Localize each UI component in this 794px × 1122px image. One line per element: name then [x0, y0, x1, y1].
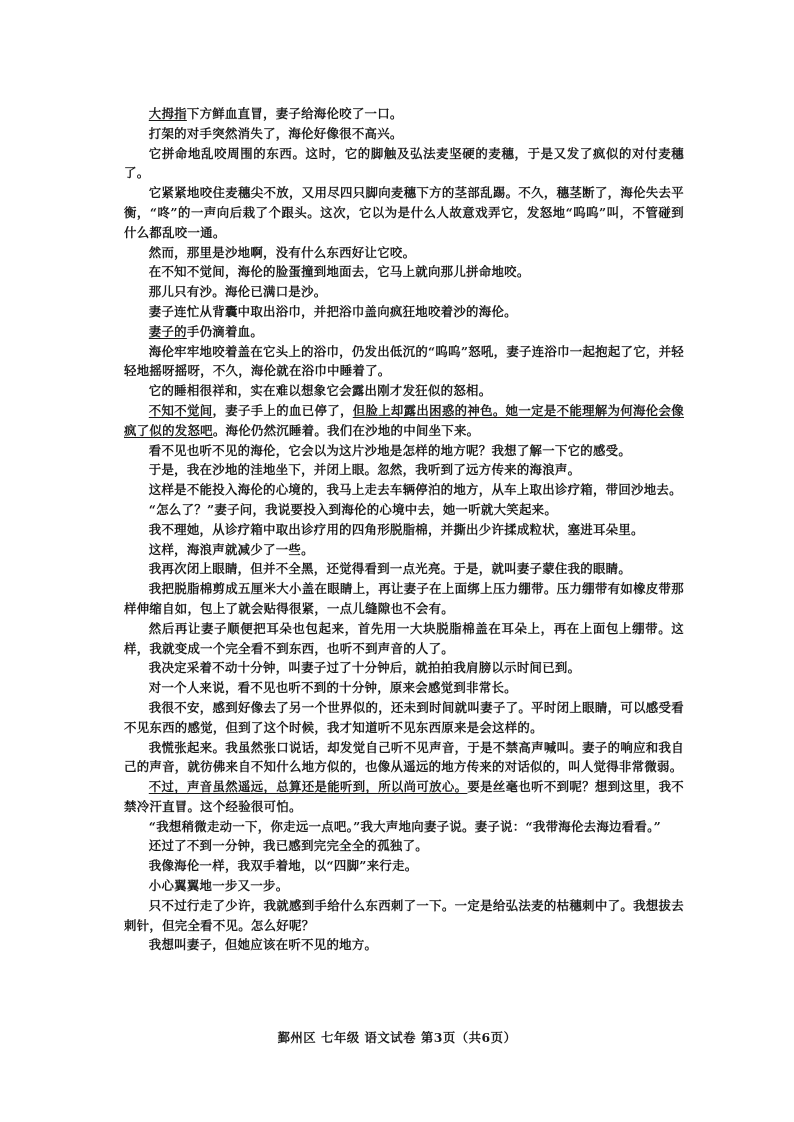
- paragraph: [124, 124, 684, 144]
- text-segment: 下方鲜血直冒，妻子给海伦咬了一口。: [186, 106, 403, 121]
- paragraph: [124, 856, 684, 876]
- text-segment: 海伦牢牢地咬着盖在它头上的浴巾，仍发出低沉的“呜呜”怒吼，妻子连浴巾一起抱起了它，并轻轻地摇呀摇呀，不久，海伦就在浴巾中睡着了。: [124, 343, 684, 379]
- text-segment: 。海伦仍然沉睡着。我们在沙地的中间坐下来。: [212, 422, 480, 438]
- text-segment: 还过了不到一分钟，我已感到完完全全的孤独了。: [148, 838, 428, 854]
- text-segment: 我把脱脂棉剪成五厘米大小盖在眼睛上，再让妻子在上面绑上压力绷带。压力绷带有如橡皮带那样伸缩自如，包上了就会贴得很紧，一点儿缝隙也不会有。: [124, 581, 684, 616]
- paragraph: [124, 698, 684, 738]
- paragraph: [124, 302, 684, 322]
- text-segment: ，妻子手上的血已停了，: [212, 402, 353, 418]
- paragraph: [124, 579, 684, 619]
- underlined-text: 但脸上却露出困惑的神色。她一定是不能理解为何海伦会像疯了似的发怒吧: [124, 402, 684, 438]
- paragraph: [124, 381, 684, 401]
- underlined-text: 大拇指: [148, 106, 187, 121]
- text-segment: 我再次闭上眼睛，但并不全黑，还觉得看到一点光亮。于是，就叫妻子蒙住我的眼睛。: [148, 561, 632, 577]
- text-segment: 然而，那里是沙地啊，没有什么东西好让它咬。: [148, 244, 416, 260]
- paragraph: [124, 935, 684, 955]
- text-segment: 在不知不觉间，海伦的脸蛋撞到地面去，它马上就向那儿拼命地咬。: [148, 264, 530, 280]
- page-footer: 鄞州区 七年级 语文试卷 第3页（共6页）: [277, 1030, 517, 1045]
- text-segment: 我不理她，从诊疗箱中取出诊疗用的四角形脱脂棉，并撕出少许揉成粒状，塞进耳朵里。: [148, 521, 644, 537]
- paragraph: [124, 342, 684, 382]
- text-segment: 这样是不能投入海伦的心境的，我马上走去车辆停泊的地方，从车上取出诊疗箱，带回沙地去。: [148, 482, 682, 498]
- paragraph: [124, 441, 684, 461]
- text-segment: 我很不安，感到好像去了另一个世界似的，还未到时间就叫妻子了。平时闭上眼睛，可以感受看不见东西的感觉，但到了这个时候，我才知道听不见东西原来是会这样的。: [124, 699, 684, 735]
- paragraph: [124, 619, 684, 659]
- exam-page-body: [124, 104, 684, 955]
- paragraph: [124, 401, 684, 441]
- paragraph: [124, 658, 684, 678]
- text-segment: 我慌张起来。我虽然张口说话，却发觉自己听不见声音，于是不禁高声喊叫。妻子的响应和我自己的声音，就彷佛来自不知什么地方似的，也像从遥远的地方传来的对话似的，叫人觉得非常微弱。: [124, 739, 684, 775]
- text-segment: 它的睡相很祥和，实在难以想象它会露出刚才发狂似的怒相。: [148, 383, 492, 399]
- paragraph: [124, 183, 684, 242]
- text-segment: 我想叫妻子，但她应该在听不见的地方。: [148, 937, 378, 953]
- paragraph: [124, 777, 684, 817]
- paragraph: [124, 876, 684, 896]
- paragraph: [124, 836, 684, 856]
- paragraph: [124, 480, 684, 500]
- text-segment: 于是，我在沙地的洼地坐下，并闭上眼。忽然，我听到了远方传来的海浪声。: [148, 462, 581, 478]
- paragraph: [124, 540, 684, 560]
- paragraph: [124, 322, 684, 342]
- text-segment: 要是丝毫也听不到呢？想到这里，我不禁冷汗直冒。这个经验很可怕。: [124, 779, 685, 814]
- paragraph: [124, 282, 684, 302]
- text-segment: 只不过行走了少许，我就感到手给什么东西刺了一下。一定是给弘法麦的枯穗刺中了。我想拔去刺针，但完全看不见。怎么好呢？: [124, 897, 684, 933]
- paragraph: [124, 896, 684, 936]
- paragraph: [124, 144, 684, 184]
- paragraph: [124, 243, 684, 263]
- paragraph: [124, 678, 684, 698]
- text-segment: 它紧紧地咬住麦穗尖不放，又用尽四只脚向麦穗下方的茎部乱踢。不久，穗茎断了，海伦失去平衡，“咚”的一声向后栽了个跟头。这次，它以为是什么人故意戏弄它，发怒地“呜呜”叫，不管碰到什么都乱咬一通。: [124, 185, 684, 240]
- text-segment: 它拼命地乱咬周围的东西。这时，它的脚触及弘法麦坚硬的麦穗，于是又发了疯似的对付麦穗了。: [124, 145, 684, 181]
- text-segment: 对一个人来说，看不见也听不到的十分钟，原来会感觉到非常长。: [148, 680, 517, 696]
- paragraph: [124, 559, 684, 579]
- paragraph: [124, 500, 684, 520]
- underlined-text: 不知不觉间: [148, 402, 213, 418]
- text-segment: “怎么了？”妻子问，我说要投入到海伦的心境中去，她一听就大笑起来。: [148, 501, 558, 517]
- paragraph: [124, 520, 684, 540]
- underlined-text: 妻子的: [148, 323, 187, 339]
- paragraph: [124, 460, 684, 480]
- text-segment: 小心翼翼地一步又一步。: [148, 878, 289, 894]
- text-segment: 然后再让妻子顺便把耳朵也包起来，首先用一大块脱脂棉盖在耳朵上，再在上面包上绷带。这样，我就变成一个完全看不到东西，也听不到声音的人了。: [124, 620, 684, 656]
- text-segment: 手仍滴着血。: [186, 323, 264, 339]
- text-segment: 我决定采着不动十分钟，叫妻子过了十分钟后，就拍拍我肩膀以示时间已到。: [148, 660, 581, 676]
- paragraph: [124, 262, 684, 282]
- text-segment: “我想稍微走动一下，你走远一点吧。”我大声地向妻子说。妻子说：“我带海伦去海边看看。”: [148, 818, 662, 834]
- text-segment: 我像海伦一样，我双手着地，以“四脚”来行走。: [148, 858, 418, 874]
- paragraph: [124, 817, 684, 837]
- underlined-text: 不过，声音虽然遥远，总算还是能听到，所以尚可放心。: [148, 779, 468, 795]
- paragraph: [124, 104, 684, 124]
- text-segment: 这样，海浪声就减少了一些。: [148, 541, 314, 557]
- text-segment: 看不见也听不见的海伦，它会以为这片沙地是怎样的地方呢？我想了解一下它的感受。: [148, 442, 632, 458]
- text-segment: 那儿只有沙。海伦已满口是沙。: [148, 284, 327, 300]
- text-segment: 妻子连忙从背囊中取出浴巾，并把浴巾盖向疯狂地咬着沙的海伦。: [148, 303, 517, 319]
- paragraph: [124, 738, 684, 778]
- text-segment: 打架的对手突然消失了，海伦好像很不高兴。: [148, 125, 403, 141]
